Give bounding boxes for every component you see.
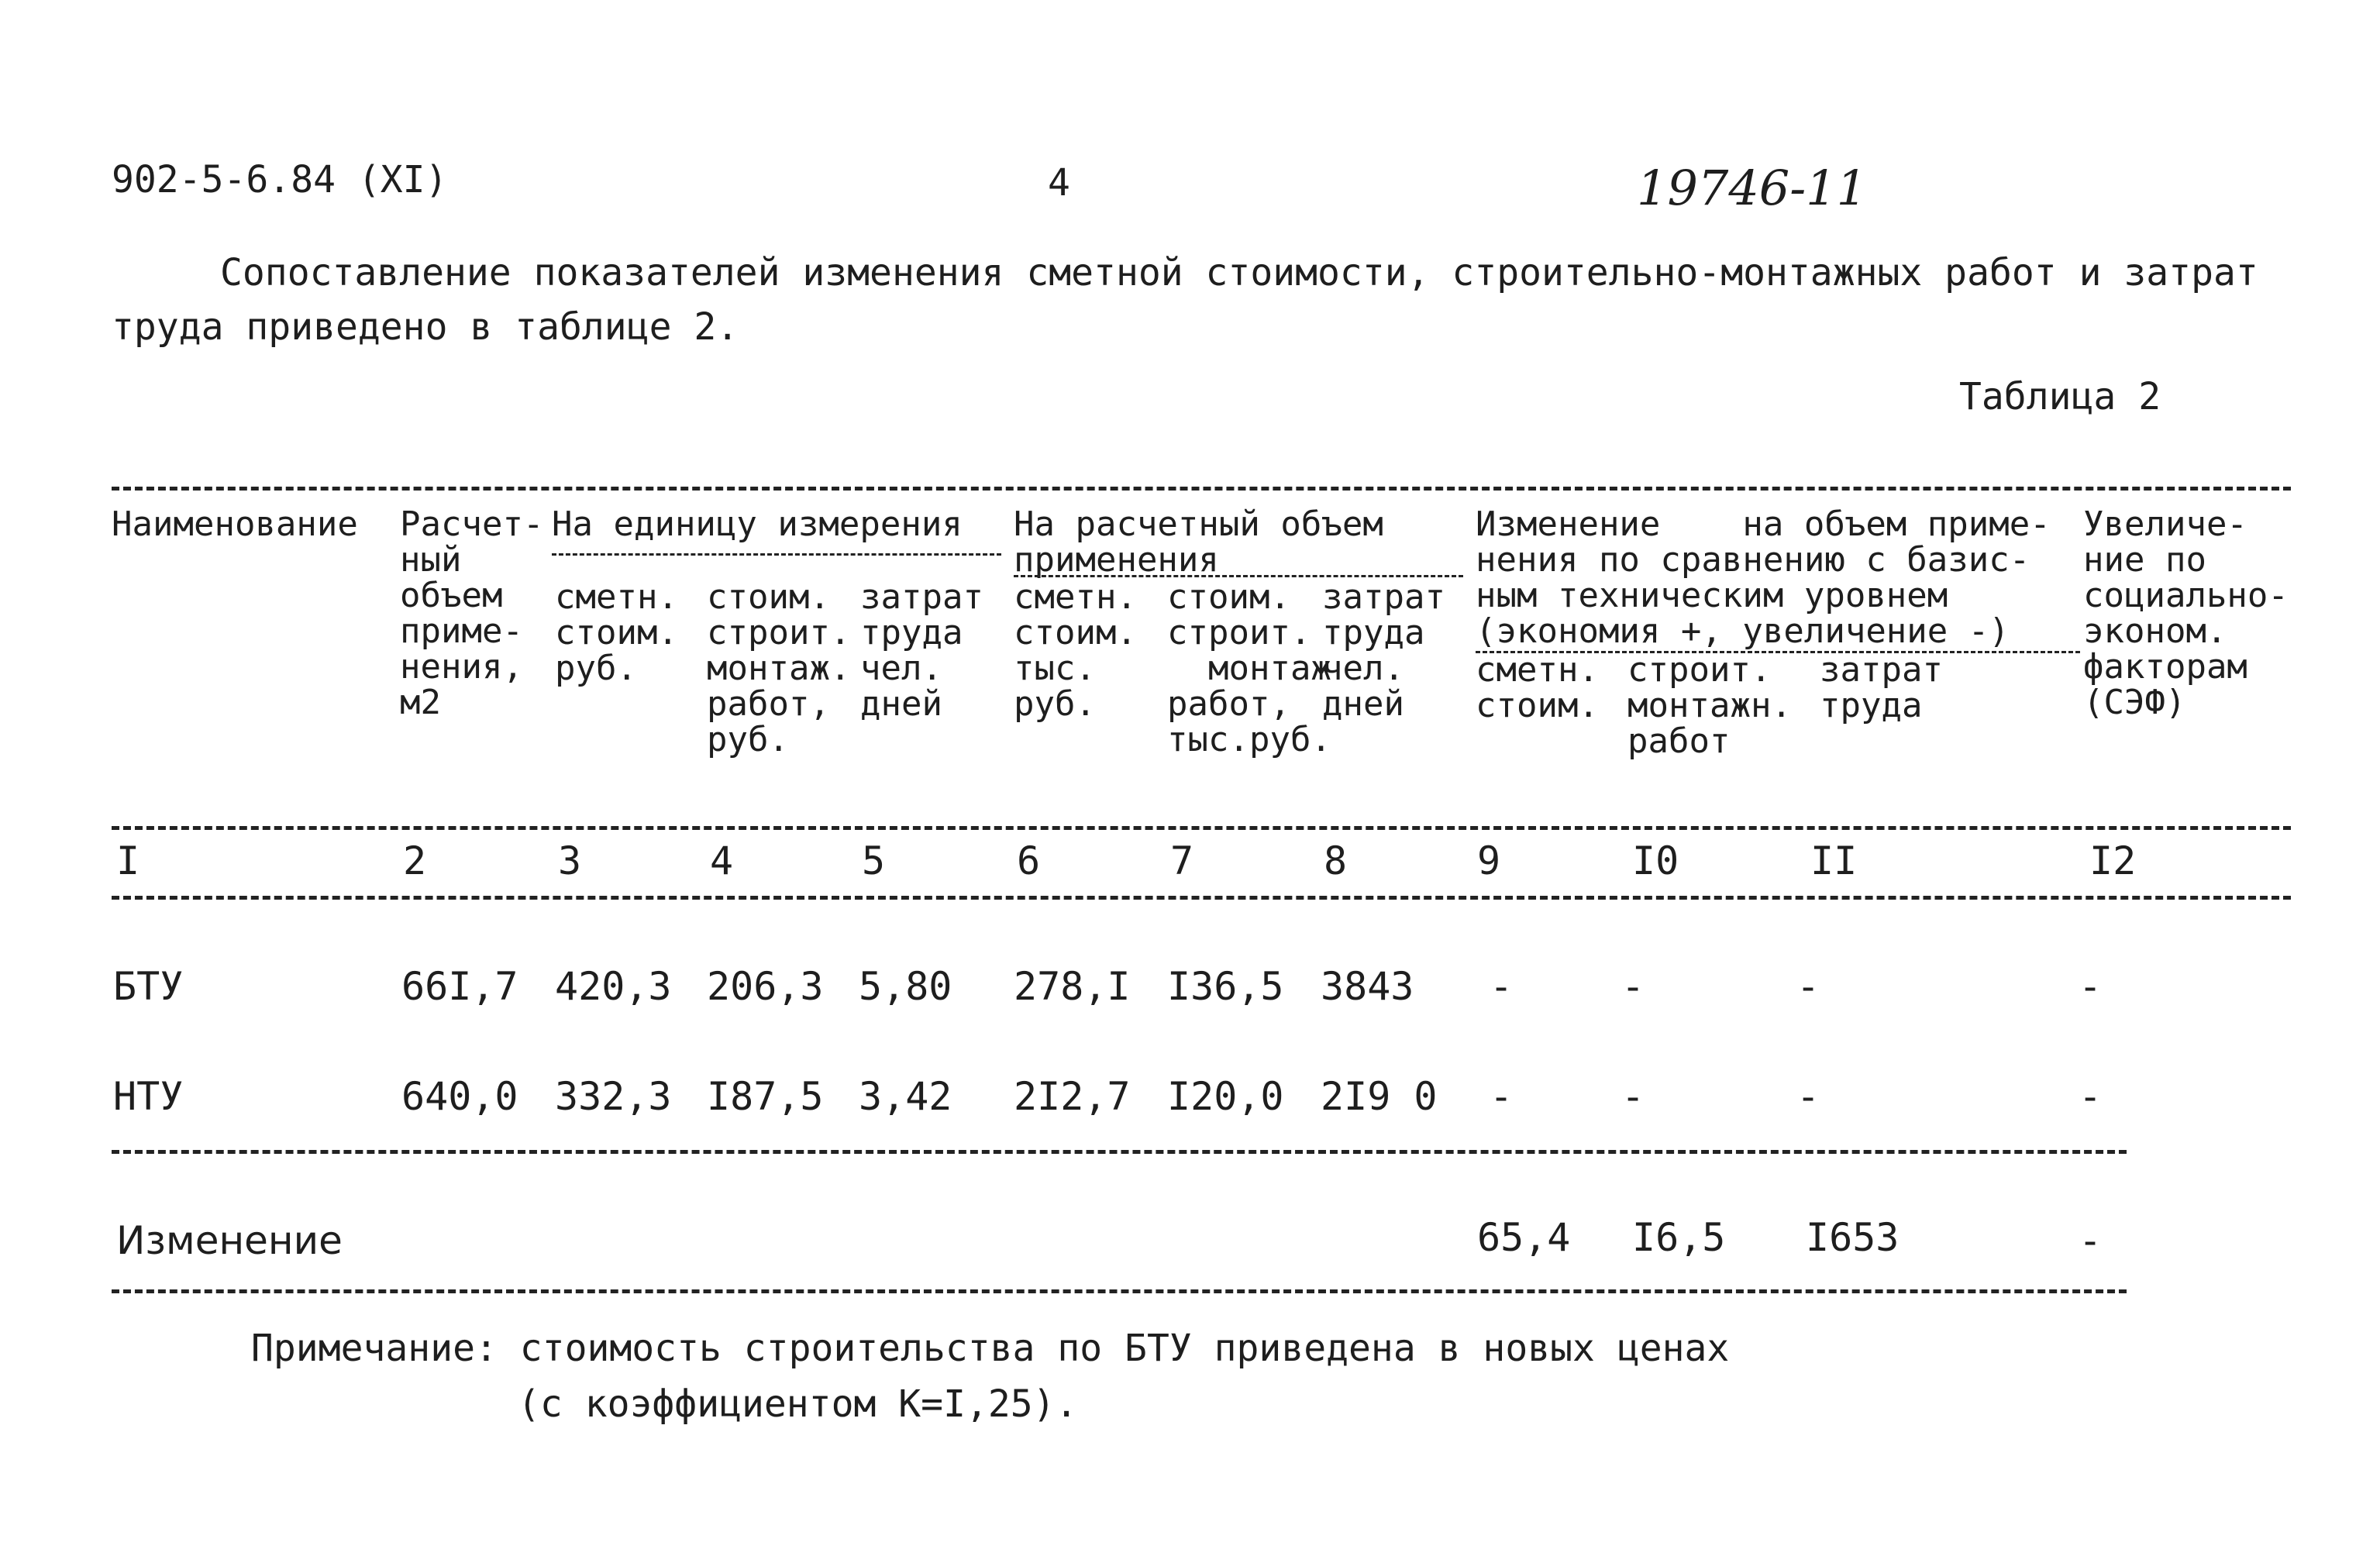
cell-change-cost: - [1490,964,1514,1009]
cell-per-unit-smr: 206,3 [707,964,824,1009]
cell-change-labor: I653 [1806,1215,1900,1260]
column-number: 3 [558,838,582,883]
column-number-rule [112,896,2291,900]
handwritten-number: 19746-11 [1637,160,1868,216]
column-number: II [1810,838,1858,883]
cell-social: - [2079,1218,2103,1263]
column-number: I [116,838,140,883]
cell-change-smr: I6,5 [1632,1215,1726,1260]
header-bottom-rule [112,826,2291,830]
column-number: 8 [1324,838,1348,883]
cell-per-unit-labor: 5,80 [859,964,952,1009]
cell-volume: 66I,7 [401,964,518,1009]
cell-per-unit-labor: 3,42 [859,1074,952,1119]
header-change-cost: сметн. стоим. [1476,650,1599,725]
table-caption: Таблица 2 [1959,375,2161,418]
header-per-volume-group: На расчетный объем применения [1014,504,1383,580]
cell-per-unit-smr: I87,5 [707,1074,824,1119]
cell-change-smr: - [1621,1074,1645,1119]
cell-change-labor: - [1796,1074,1820,1119]
header-per-unit-smr: стоим. строит. монтаж. работ, руб. [707,577,851,759]
column-number: 7 [1170,838,1194,883]
column-number: 5 [862,838,886,883]
cell-per-volume-cost: 2I2,7 [1014,1074,1131,1119]
cell-volume: 640,0 [401,1074,518,1119]
header-per-unit-cost: сметн. стоим. руб. [555,577,678,688]
cell-social: - [2079,1074,2103,1119]
cell-change-smr: - [1621,964,1645,1009]
page-number: 4 [1048,161,1070,205]
header-per-unit-group: На единицу измерения [552,504,963,544]
intro-line-1: Сопоставление показателей изменения сметной стоимости, строительно-монтажных работ и затрат [220,251,2258,294]
header-change-labor: затрат труда [1820,650,1943,725]
cell-change-labor: - [1796,964,1820,1009]
note-line-1: Примечание: стоимость строительства по БТУ приведена в новых ценах [251,1327,1730,1370]
column-number: 9 [1477,838,1501,883]
cell-per-volume-smr: I36,5 [1167,964,1284,1009]
cell-change-cost: - [1490,1074,1514,1119]
cell-per-unit-cost: 332,3 [555,1074,672,1119]
cell-per-unit-cost: 420,3 [555,964,672,1009]
cell-per-volume-cost: 278,I [1014,964,1131,1009]
column-number: 6 [1017,838,1041,883]
header-name: Наименование [112,504,358,544]
header-per-volume-cost: сметн. стоим. тыс. руб. [1014,577,1137,724]
table-top-rule [112,487,2291,491]
table-bottom-rule [112,1289,2127,1293]
column-number: 4 [710,838,734,883]
cell-social: - [2079,964,2103,1009]
note-line-2: (с коэффициентом К=I,25). [518,1382,1078,1426]
header-social: Увеличе- ние по социально- эконом. факторам (СЭФ) [2083,504,2289,722]
header-per-volume-labor: затрат труда чел. дней [1322,577,1445,724]
cell-per-volume-labor: 2I9 0 [1321,1074,1438,1119]
cell-per-volume-labor: 3843 [1321,964,1414,1009]
cell-per-volume-smr: I20,0 [1167,1074,1284,1119]
column-number: 2 [403,838,427,883]
row-name: БТУ [113,964,184,1009]
document-code: 902-5-6.84 (XI) [112,158,448,201]
cell-change-cost: 65,4 [1477,1215,1571,1260]
per-unit-group-rule [552,553,1001,556]
header-change-smr: строит. монтажн. работ [1627,650,1792,761]
column-number: I2 [2089,838,2137,883]
header-per-volume-smr: стоим. строит. монтаж работ, тыс.руб. [1167,577,1331,759]
row-name: Изменение [116,1218,343,1263]
header-per-unit-labor: затрат труда чел. дней [860,577,983,724]
intro-line-2: труда приведено в таблице 2. [112,305,739,349]
header-volume: Расчет- ный объем приме- нения, м2 [400,504,544,722]
header-change-group: Изменение на объем приме- нения по сравнению с базис- ным техническим уровнем (экономия +, увеличение -) [1476,504,2051,651]
column-number: I0 [1632,838,1679,883]
rows-bottom-rule [112,1150,2127,1154]
row-name: НТУ [113,1074,184,1119]
